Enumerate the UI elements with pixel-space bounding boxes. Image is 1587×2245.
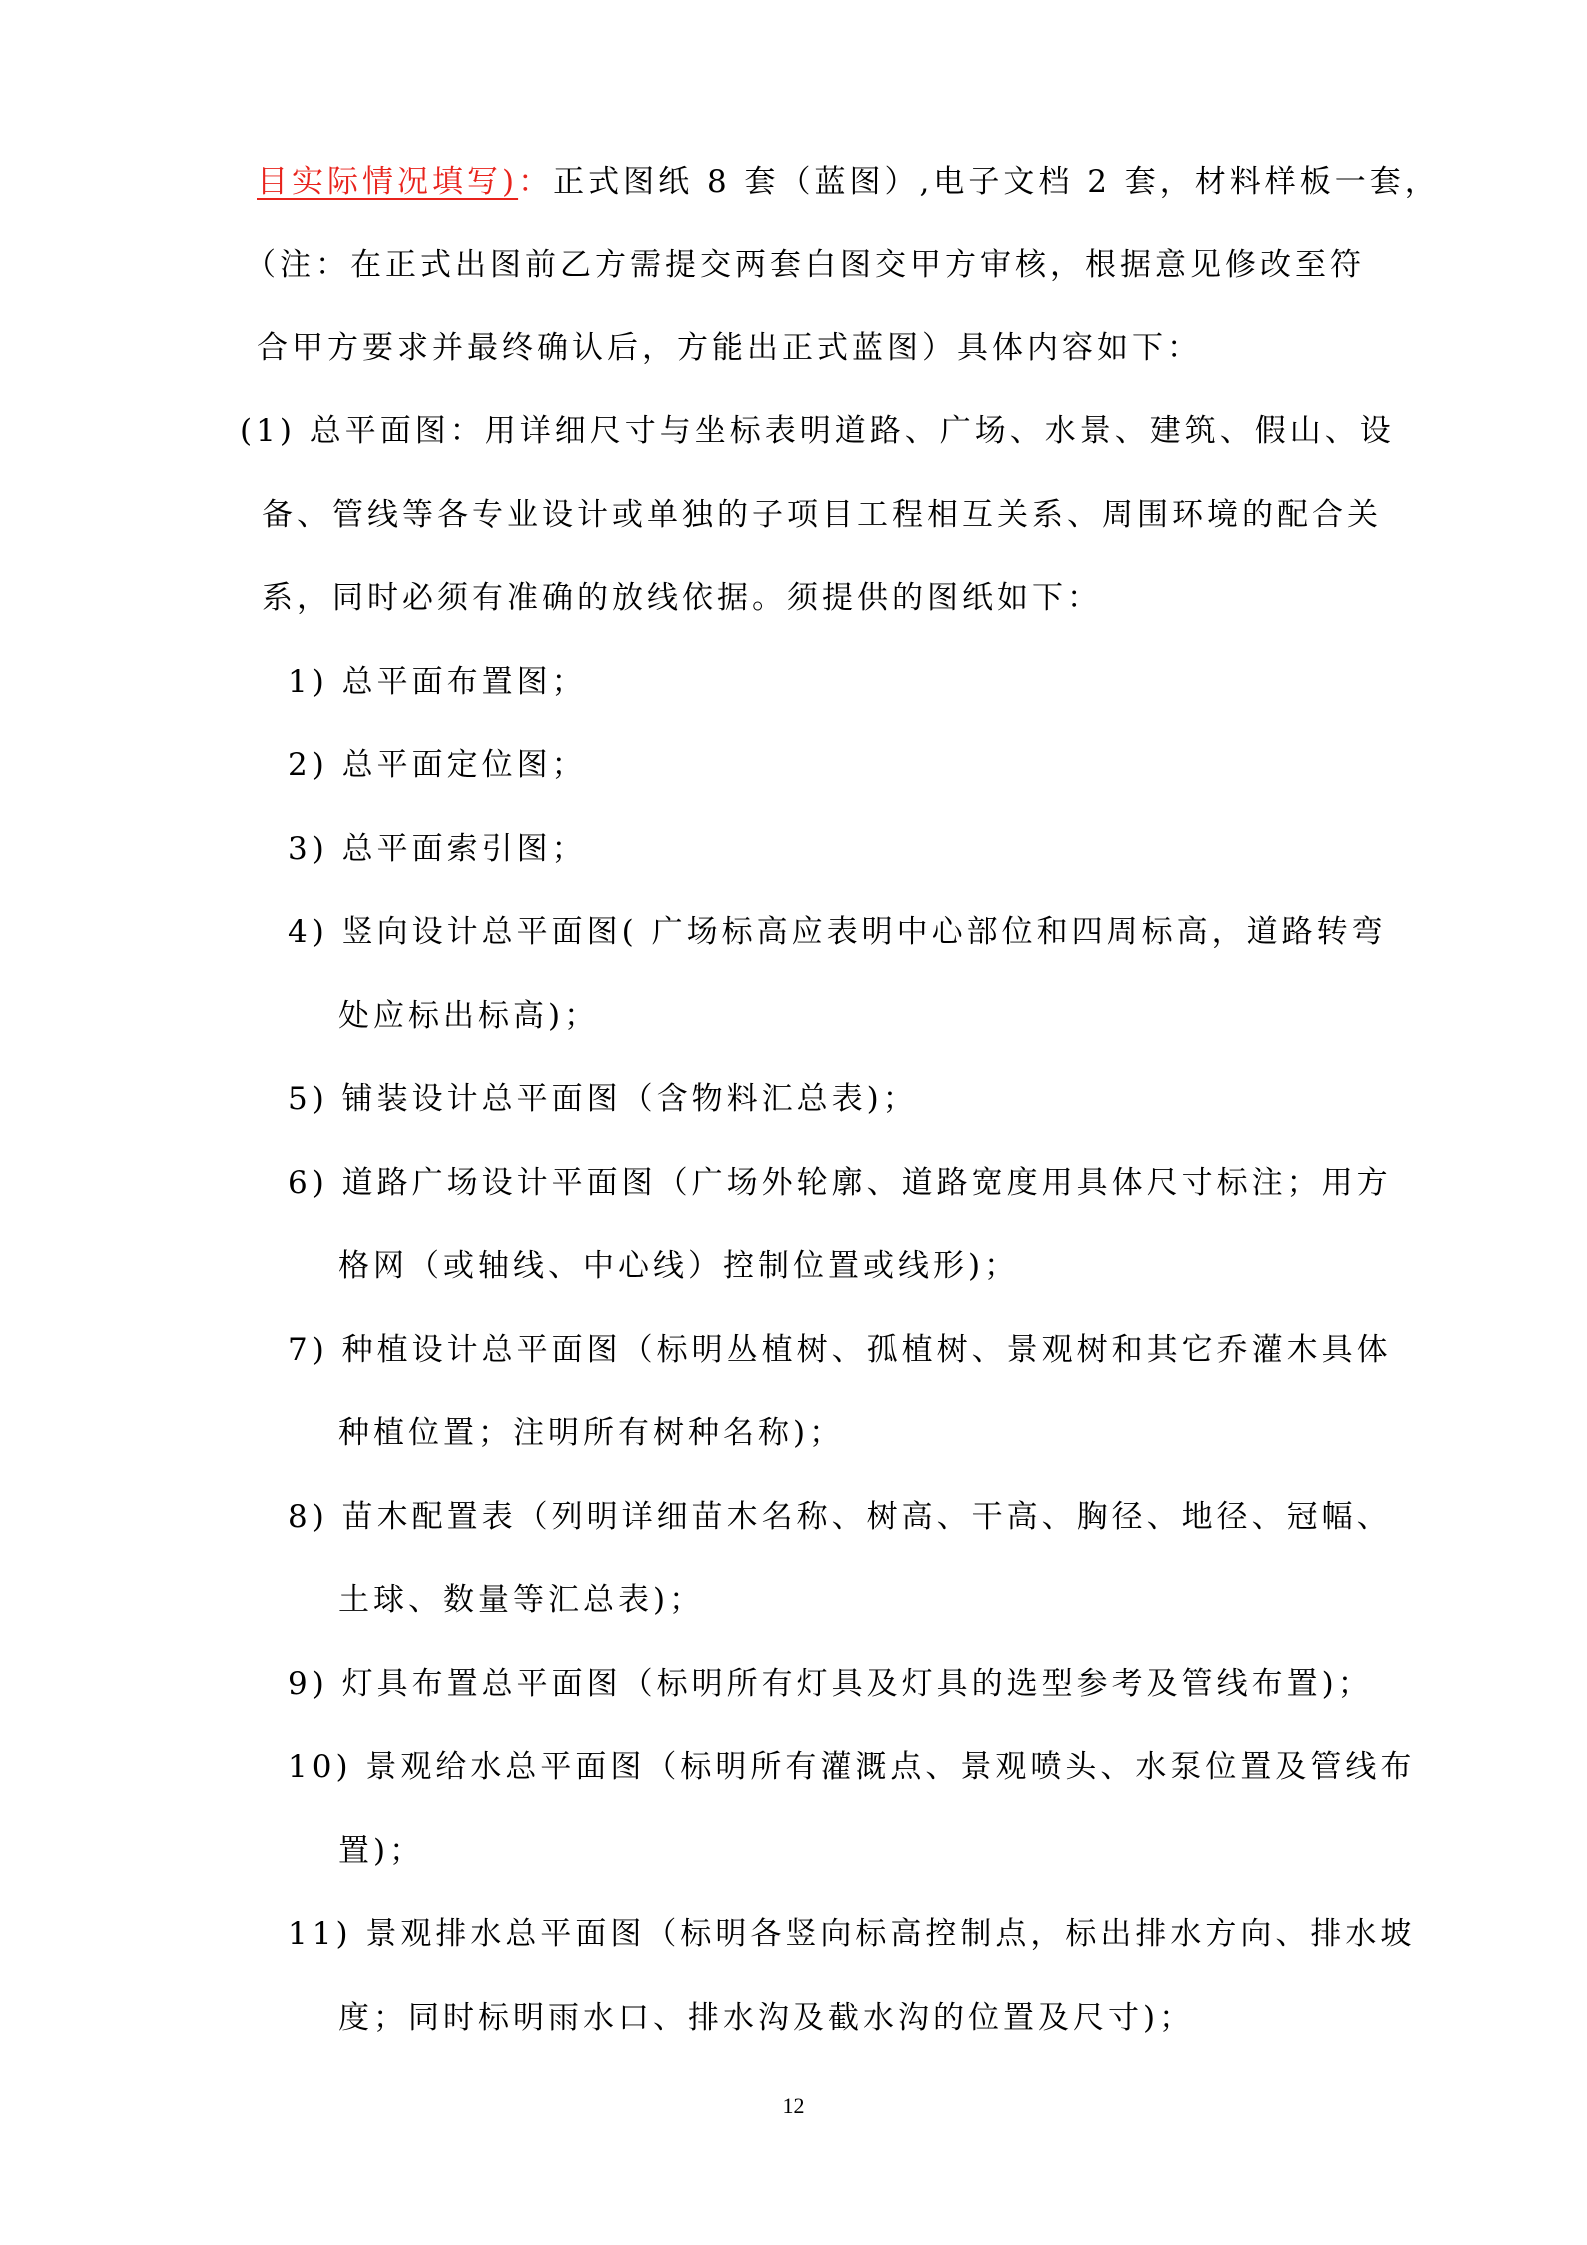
section-1-line-3: 系，同时必须有准确的放线依据。须提供的图纸如下： [262, 580, 1102, 616]
list-item-6-cont: 格网（或轴线、中心线）控制位置或线形)； [338, 1248, 1020, 1284]
list-item-10: 10) 景观给水总平面图（标明所有灌溉点、景观喷头、水泵位置及管线布 [288, 1749, 1416, 1785]
intro-line-1-text: 正式图纸 8 套（蓝图）,电子文档 2 套，材料样板一套， [553, 164, 1440, 200]
intro-line-3: 合甲方要求并最终确认后，方能出正式蓝图）具体内容如下： [257, 330, 1202, 366]
list-item-3: 3) 总平面索引图； [288, 831, 587, 867]
list-item-2: 2) 总平面定位图； [288, 747, 587, 783]
list-item-9: 9) 灯具布置总平面图（标明所有灯具及灯具的选型参考及管线布置)； [288, 1666, 1373, 1702]
list-item-7: 7) 种植设计总平面图（标明丛植树、孤植树、景观树和其它乔灌木具体 [288, 1332, 1392, 1368]
list-item-4: 4) 竖向设计总平面图( 广场标高应表明中心部位和四周标高，道路转弯 [288, 914, 1387, 950]
list-item-5: 5) 铺装设计总平面图（含物料汇总表)； [288, 1081, 918, 1117]
section-1-line-2: 备、管线等各专业设计或单独的子项目工程相互关系、周围环境的配合关 [262, 497, 1382, 533]
list-item-8-cont: 土球、数量等汇总表)； [338, 1582, 705, 1618]
section-1-line-1: (1) 总平面图：用详细尺寸与坐标表明道路、广场、水景、建筑、假山、设 [240, 413, 1395, 449]
intro-line-1 [257, 162, 1440, 202]
list-item-6: 6) 道路广场设计平面图（广场外轮廓、道路宽度用具体尺寸标注；用方 [288, 1165, 1392, 1201]
list-item-11: 11) 景观排水总平面图（标明各竖向标高控制点，标出排水方向、排水坡 [288, 1916, 1416, 1952]
list-item-11-cont: 度；同时标明雨水口、排水沟及截水沟的位置及尺寸)； [338, 2000, 1195, 2036]
intro-line-2: （注：在正式出图前乙方需提交两套白图交甲方审核，根据意见修改至符 [245, 247, 1365, 283]
red-underlined-text: 目实际情况填写) [257, 164, 519, 200]
list-item-4-cont: 处应标出标高)； [338, 998, 600, 1034]
list-item-1: 1) 总平面布置图； [288, 664, 587, 700]
page-number: 12 [782, 2093, 805, 2118]
list-item-8: 8) 苗木配置表（列明详细苗木名称、树高、干高、胸径、地径、冠幅、 [288, 1499, 1392, 1535]
red-colon: ： [518, 164, 554, 200]
list-item-7-cont: 种植位置；注明所有树种名称)； [338, 1415, 845, 1451]
list-item-10-cont: 置)； [338, 1833, 425, 1869]
